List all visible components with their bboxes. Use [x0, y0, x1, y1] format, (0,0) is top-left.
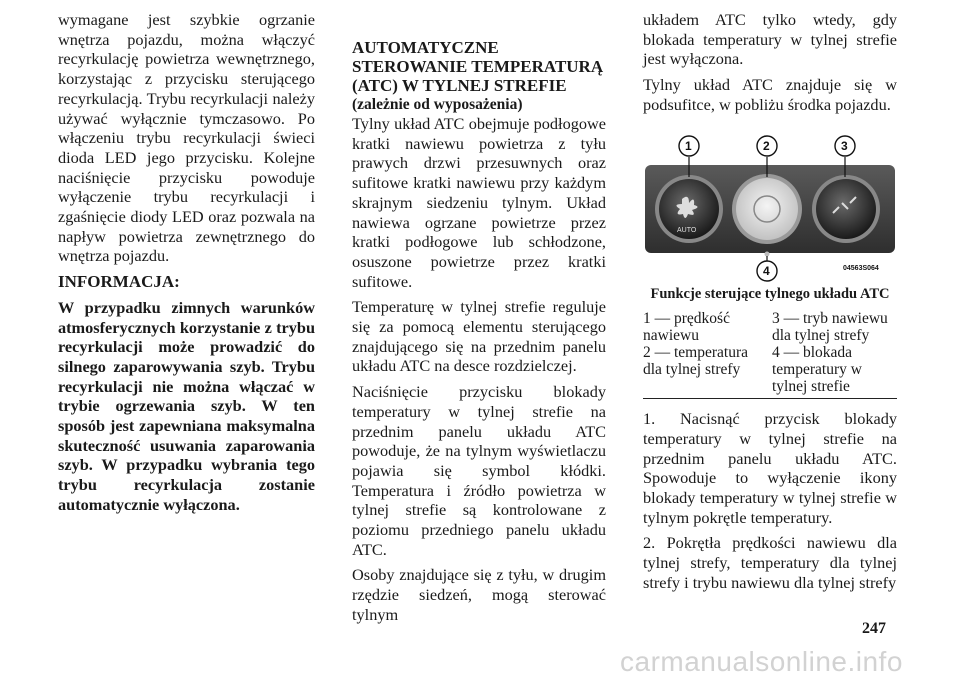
legend-right — [768, 310, 897, 395]
step-2-paragraph: 2. Pokrętła prędkości nawiewu dla tylnej strefy, temperatury dla tylnej strefy i trybu nawiewu dla tylnej strefy — [643, 533, 897, 592]
legend-line: 3 — tryb nawiewu — [772, 310, 888, 328]
temperature-knob[interactable] — [736, 178, 798, 240]
info-paragraph: W przypadku zimnych warunków atmosferycznych korzystanie z trybu recyrkulacji może prowadzić do silnego zaparowywania szyb. Trybu recyrkulacji nie można włączać w trybie ogrzewania szyb. W ten sposób jest zapewniana maksymalna skuteczność usuwania zaparowania szyb. W przypadku wybrania tego trybu recyrkulacja zostanie automatycznie wyłączona. — [58, 297, 315, 514]
rear-atc-paragraph-4: Osoby znajdujące się z tyłu, w drugim rzędzie siedzeń, mogą sterować tylnym — [352, 565, 606, 624]
figure-caption: Funkcje sterujące tylnego układu ATC — [650, 285, 890, 302]
section-title: AUTOMATYCZNE STEROWANIE TEMPERATURĄ (ATC) W TYLNEJ STREFIE — [352, 38, 604, 95]
rear-atc-paragraph-2: Temperaturę w tylnej strefie reguluje się za pomocą elementu sterującego znajdującego się na przednim panelu układu ATC na desce rozdzielczej. — [352, 297, 606, 376]
legend-line: temperatury w — [772, 361, 862, 379]
legend-line: dla tylnej strefy — [643, 361, 741, 379]
legend-line: nawiewu — [643, 327, 699, 345]
auto-label: AUTO — [677, 226, 697, 234]
callout-4: 4 — [763, 263, 770, 278]
left-column — [58, 10, 315, 521]
right-column — [643, 10, 897, 599]
callout-3: 3 — [841, 138, 848, 153]
figure-legend — [643, 310, 897, 399]
callout-1: 1 — [685, 138, 692, 153]
legend-left — [643, 310, 768, 395]
image-code: 04563S064 — [843, 264, 879, 272]
middle-column — [352, 10, 606, 631]
recirculation-paragraph: wymagane jest szybkie ogrzanie wnętrza pojazdu, można włączyć recyrkulację powietrza wewnętrznego, korzystając z przycisku sterującego recyrkulacją. Trybu recyrkulacji należy używać wyłącznie tymczasowo. Po włączeniu trybu recyrkulacji świeci dioda LED jego przycisku. Kolejne naciśnięcie przycisku powoduje wyłączenie trybu recyrkulacji i zgaśnięcie diody LED oraz pozwala na napływ powietrza zewnętrznego do wnętrza pojazdu. — [58, 10, 315, 266]
legend-line: tylnej strefie — [772, 378, 850, 396]
rear-atc-paragraph-1: Tylny układ ATC obejmuje podłogowe kratki nawiewu powietrza z tyłu prawych drzwi przesuwnych oraz sufitowe kratki nawiewu przy każdym skrajnym siedzeniu tylnym. Układ nawiewa ogrzane powietrze przez kratki podłogowe lub schłodzone, osuszone powietrze przez kratki sufitowe. — [352, 114, 606, 291]
callout-2: 2 — [763, 138, 770, 153]
rear-atc-paragraph-6: Tylny układ ATC znajduje się w podsufitce, w pobliżu środka pojazdu. — [643, 75, 897, 114]
legend-line: 1 — prędkość — [643, 310, 730, 328]
section-subtitle: (zależnie od wyposażenia) — [352, 96, 523, 113]
info-heading: INFORMACJA: — [58, 272, 180, 292]
mode-knob[interactable] — [816, 179, 876, 239]
rear-atc-paragraph-5: układem ATC tylko wtedy, gdy blokada temperatury w tylnej strefie jest wyłączona. — [643, 10, 897, 69]
rear-atc-controls-figure — [643, 133, 897, 283]
control-panel-illustration — [643, 133, 897, 283]
legend-line: 2 — temperatura — [643, 344, 749, 362]
rear-atc-paragraph-3: Naciśnięcie przycisku blokady temperatury w tylnej strefie na przednim panelu układu ATC powoduje, że na tylnym wyświetlaczu pojawia się symbol kłódki. Temperatura i źródło powietrza w tylnej strefie są kontrolowane z poziomu przedniego panelu układu ATC. — [352, 382, 606, 559]
legend-line: dla tylnej strefy — [772, 327, 870, 345]
watermark: carmanualsonline.info — [620, 646, 903, 677]
step-1-paragraph: 1. Nacisnąć przycisk blokady temperatury w tylnej strefie na przednim panelu układu ATC. Spowoduje to wyłączenie ikony blokady temperatury w tylnej strefie w tylnym pokrętle temperatury. — [643, 409, 897, 527]
temperature-lock-indicator — [765, 251, 770, 256]
page-number: 247 — [862, 620, 886, 637]
legend-line: 4 — blokada — [772, 344, 853, 362]
